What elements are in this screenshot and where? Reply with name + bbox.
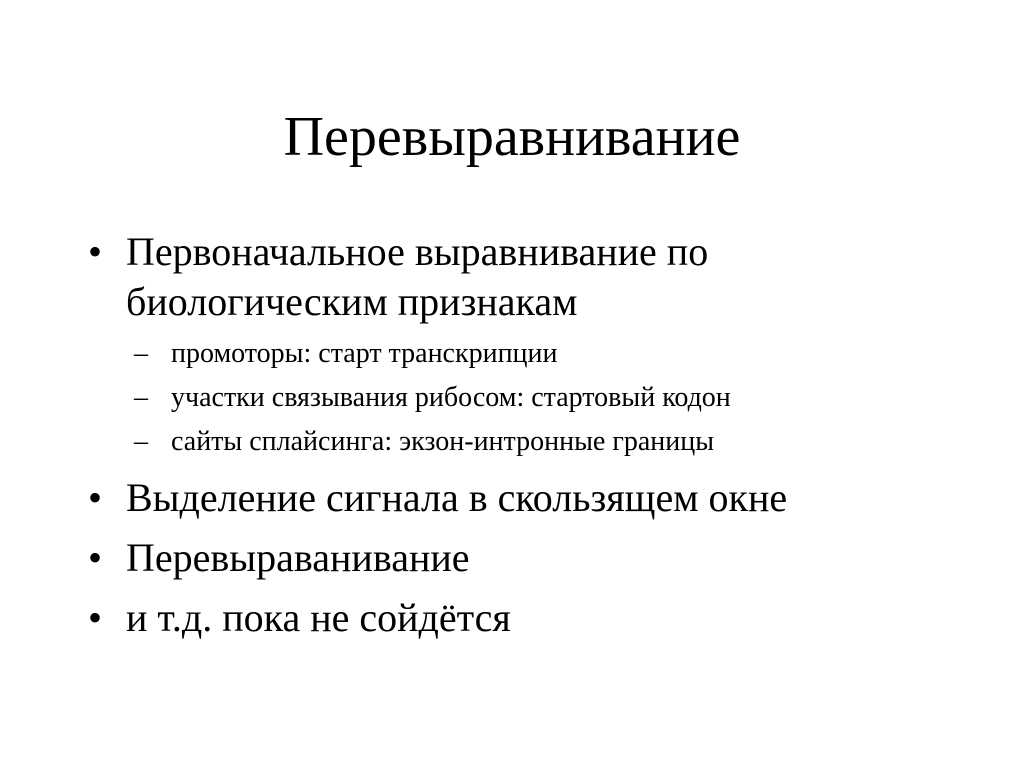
bullet-text: Первоначальное выравнивание по биологическим признакам (126, 229, 709, 324)
bullet-marker: • (88, 535, 103, 580)
bullet-marker: • (88, 229, 103, 274)
bullet-text: Выделение сигнала в скользящем окне (126, 475, 788, 520)
sub-bullet-marker: – (134, 338, 148, 369)
bullet-item-2 (88, 473, 948, 523)
sub-bullet-marker: – (134, 382, 148, 413)
bullet-item-4 (88, 593, 948, 643)
bullet-text: и т.д. пока не сойдётся (126, 595, 511, 640)
sub-bullet-text: промоторы: старт транскрипции (171, 338, 558, 369)
sub-bullet-item-1 (134, 336, 974, 372)
sub-bullet-item-3 (134, 424, 974, 460)
bullet-item-1 (88, 227, 948, 327)
bullet-marker: • (88, 475, 103, 520)
slide-title: Перевыравнивание (283, 106, 741, 168)
sub-bullet-text: участки связывания рибосом: стартовый кодон (171, 382, 731, 413)
bullet-item-3 (88, 533, 948, 583)
bullet-marker: • (88, 595, 103, 640)
sub-bullet-item-2 (134, 380, 974, 416)
sub-bullet-marker: – (134, 426, 148, 457)
sub-bullet-text: сайты сплайсинга: экзон-интронные границы (171, 426, 715, 457)
bullet-text: Перевыраванивание (126, 535, 470, 580)
